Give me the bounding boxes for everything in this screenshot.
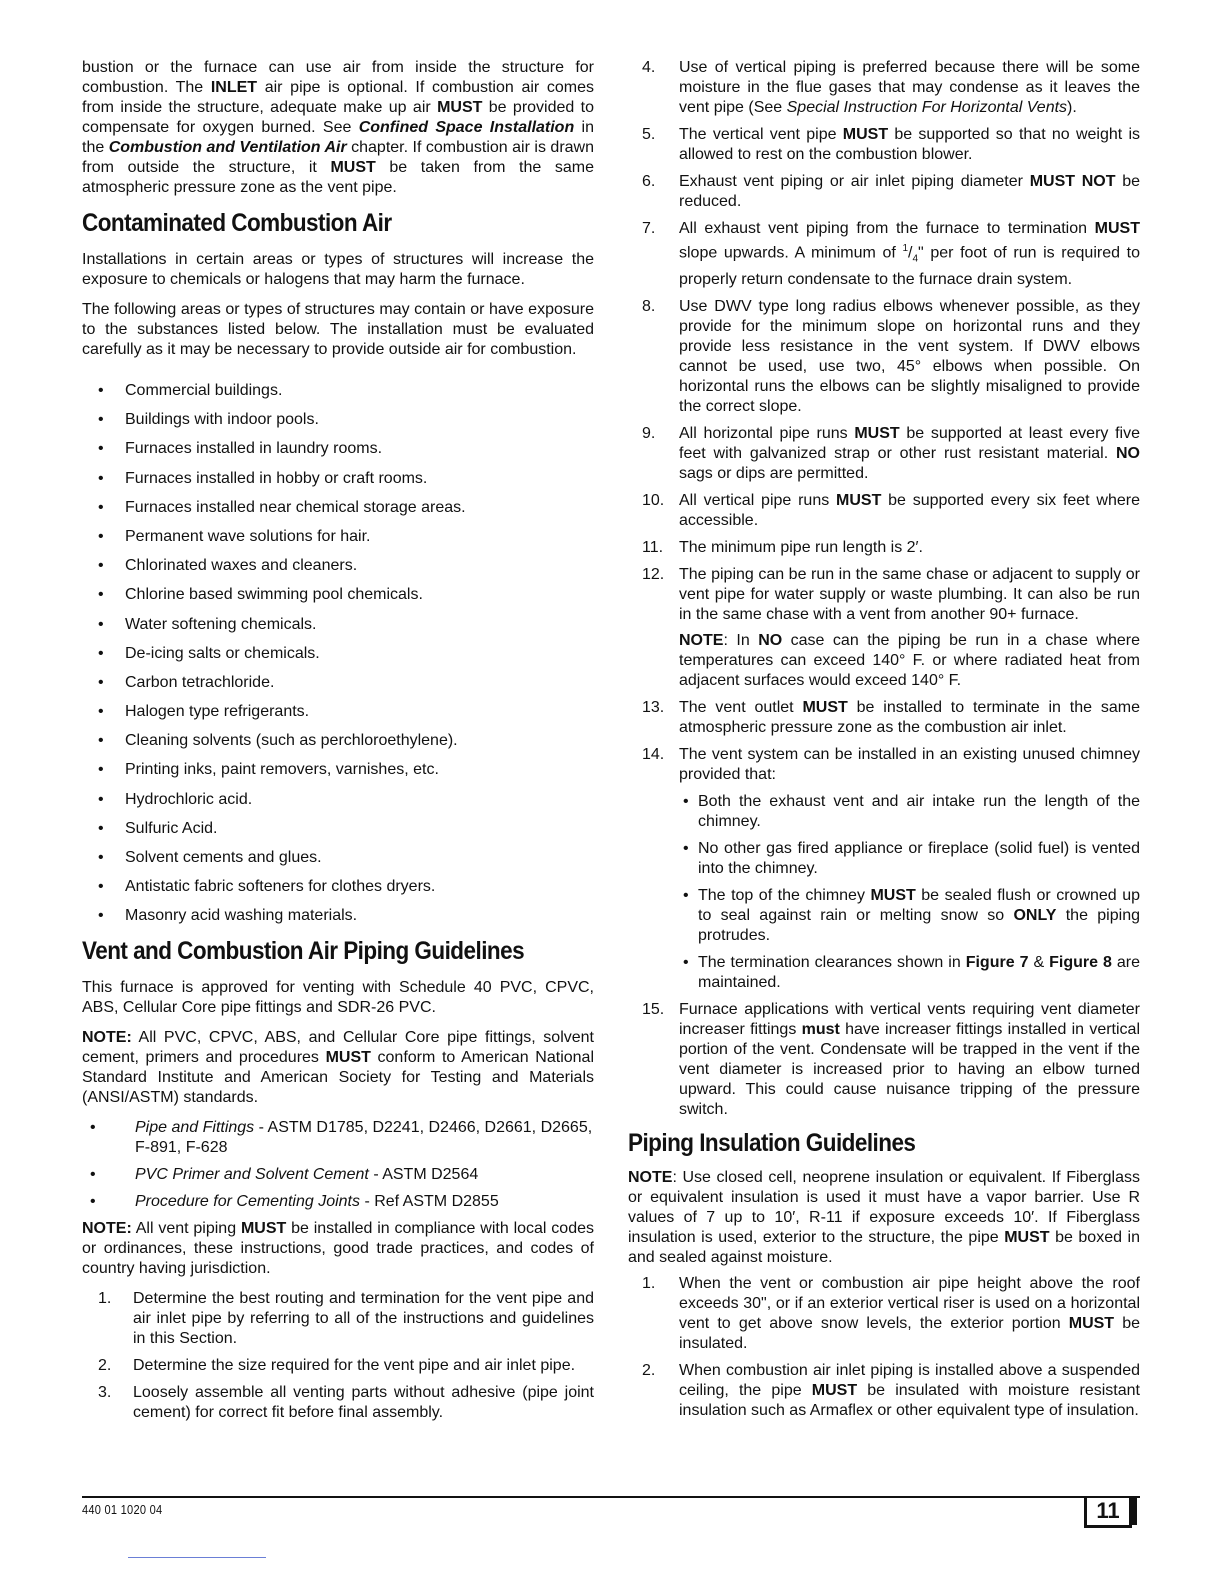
contaminant-item: • Halogen type refrigerants.	[82, 702, 594, 722]
step-number: 3.	[98, 1383, 112, 1401]
step-text: Determine the best routing and termination for the vent pipe and air inlet pipe by referring to all of the instructions and guidelines in this Section.	[133, 1289, 594, 1347]
step-5: 5. The vertical vent pipe MUST be supported so that no weight is allowed to rest on the combustion blower.	[642, 126, 1141, 163]
pipe-standard-ref: - ASTM D1785, D2241, D2466, D2661, D2665, F-891, F-628	[135, 1118, 593, 1156]
contaminant-item: • Hydrochloric acid.	[82, 790, 594, 810]
contaminant-item: • Masonry acid washing materials.	[82, 906, 594, 926]
contaminant-item: • Solvent cements and glues.	[82, 848, 594, 868]
contaminated-paragraph-2: The following areas or types of structures may contain or have exposure to the substances listed below. The installation must be evaluated carefully as it may be necessary to provide outside air for combustion.	[82, 301, 594, 358]
step-4: 4. Use of vertical piping is preferred because there will be some moisture in the flue gases that may condense as it leaves the vent pipe (See Special Instruction For Horizontal Vents).	[642, 59, 1140, 116]
step-10: 10. All vertical pipe runs MUST be supported every six feet where accessible.	[642, 491, 1141, 529]
chimney-condition: • Both the exhaust vent and air intake run the length of the chimney.	[679, 792, 1140, 832]
insulation-step-1: 1. When the vent or combustion air pipe height above the roof exceeds 30", or if an exterior vertical riser is used on a horizontal vent to get above snow levels, the exterior portion MUST be insulated.	[642, 1274, 1140, 1352]
vent-note-1: NOTE: All PVC, CPVC, ABS, and Cellular Core pipe fittings, solvent cement, primers and procedures MUST conform to American National Standard Institute and American Society for Testing and Materials (ANSI/ASTM) standards.	[82, 1028, 594, 1106]
figure-8-reference[interactable]: Figure 8	[1049, 953, 1112, 971]
horizontal-vents-reference[interactable]: Special Instruction For Horizontal Vents	[786, 99, 1068, 116]
left-column	[82, 58, 594, 1423]
chimney-condition: • No other gas fired appliance or fireplace (solid fuel) is vented into the chimney.	[679, 839, 1140, 879]
combustion-ventilation-reference[interactable]: Combustion and Ventilation Air	[108, 139, 347, 156]
contaminant-item: • Furnaces installed in hobby or craft rooms.	[82, 469, 594, 489]
vent-note-2: NOTE: All vent piping MUST be installed in compliance with local codes or ordinances, these instructions, good trade practices, and codes of country having jurisdiction.	[82, 1219, 594, 1277]
contaminant-item: • Buildings with indoor pools.	[82, 410, 594, 430]
right-column	[628, 58, 1140, 1421]
vent-step	[82, 1383, 594, 1423]
contaminant-item: • Antistatic fabric softeners for clothes dryers.	[82, 877, 594, 897]
pipe-standard-item	[82, 1192, 594, 1212]
contaminant-list	[82, 381, 594, 926]
insulation-note: NOTE: Use closed cell, neoprene insulation or equivalent. If Fiberglass or equivalent insulation is used it must have a vapor barrier. Use R values of 7 up to 10′, R-11 if exposure exceeds 10′. If Fiberglass insulation is used, exterior to the structure, the pipe MUST be boxed in and sealed against moisture.	[628, 1168, 1140, 1266]
contaminant-item: • Commercial buildings.	[82, 381, 594, 401]
contaminant-item: • Permanent wave solutions for hair.	[82, 527, 594, 547]
pipe-standards-list	[82, 1118, 594, 1212]
step-13: 13. The vent outlet MUST be installed to terminate in the same atmospheric pressure zone as the combustion air inlet.	[642, 698, 1140, 736]
step-text: Determine the size required for the vent pipe and air inlet pipe.	[133, 1356, 576, 1374]
contaminant-item: • Furnaces installed in laundry rooms.	[82, 439, 594, 459]
step-number: 2.	[98, 1356, 112, 1374]
step-6: 6. Exhaust vent piping or air inlet piping diameter MUST NOT be reduced.	[642, 173, 1140, 210]
vent-steps-continued	[628, 58, 1140, 1120]
contaminated-paragraph-1: Installations in certain areas or types of structures will increase the exposure to chemicals or halogens that may harm the furnace.	[82, 251, 594, 288]
step-7: 7. All exhaust vent piping from the furnace to termination MUST slope upwards. A minimum of $^1/_4$" per foot of run is required to properly return condensate to the furnace drain system.	[642, 220, 1140, 288]
pipe-standard-item	[82, 1165, 594, 1185]
chimney-condition: • The top of the chimney MUST be sealed flush or crowned up to seal against rain or melting snow so ONLY the piping protrudes.	[679, 886, 1140, 946]
vent-guidelines-heading: Vent and Combustion Air Piping Guidelines	[82, 936, 525, 965]
contaminant-item: • Water softening chemicals.	[82, 615, 594, 635]
step-8: 8. Use DWV type long radius elbows whenever possible, as they provide for the minimum slope on horizontal runs and they provide less resistance in the vent system. If DWV elbows cannot be used, use two, 45° elbows when possible. On horizontal runs the elbows can be slightly misaligned to provide the correct slope.	[642, 297, 1140, 415]
step-number: 1.	[98, 1289, 112, 1307]
pipe-standard-ref: - ASTM D2564	[368, 1165, 479, 1183]
step-15: 15. Furnace applications with vertical vents requiring vent diameter increaser fittings must have increaser fittings installed in vertical portion of the vent. Condensate will be trapped in the vent if the vent diameter is increased prior to having an elbow turned upward. This could cause nuisance tripping of the pressure switch.	[642, 1000, 1141, 1118]
contaminant-item: • Printing inks, paint removers, varnishes, etc.	[82, 760, 594, 780]
contaminant-item: • Carbon tetrachloride.	[82, 673, 594, 693]
insulation-step-2: 2. When combustion air inlet piping is installed above a suspended ceiling, the pipe MUST be insulated with moisture resistant insulation such as Armaflex or other equivalent type of insulation.	[642, 1361, 1140, 1419]
contaminant-item: • Chlorinated waxes and cleaners.	[82, 556, 594, 576]
chimney-condition: • The termination clearances shown in Figure 7 & Figure 8 are maintained.	[679, 953, 1140, 993]
pipe-standard-ref: - Ref ASTM D2855	[360, 1192, 499, 1210]
vent-step	[82, 1356, 594, 1376]
vent-step	[82, 1289, 594, 1349]
step-12: 12. The piping can be run in the same chase or adjacent to supply or vent pipe for water supply or waste plumbing. It can also be run in the same chase with a vent from another 90+ furnace. NOTE: In NO case can the piping be run in a chase where temperatures can exceed 140° F. or where radiated heat from adjacent surfaces would exceed 140° F.	[642, 565, 1140, 689]
document-id: 440 01 1020 04	[82, 1502, 163, 1517]
step-text: Loosely assemble all venting parts without adhesive (pipe joint cement) for correct fit before final assembly.	[133, 1383, 594, 1421]
contaminated-air-heading: Contaminated Combustion Air	[82, 209, 392, 237]
insulation-steps-list	[628, 1274, 1140, 1421]
contaminant-item: • Cleaning solvents (such as perchloroethylene).	[82, 731, 594, 751]
step-9: 9. All horizontal pipe runs MUST be supported at least every five feet with galvanized strap or other rust resistant material. NO sags or dips are permitted.	[642, 424, 1141, 482]
step-14: 14. The vent system can be installed in an existing unused chimney provided that: • Both the exhaust vent and air intake run the length of the chimney. • No other gas fired appliance or fireplace (solid fuel) is vented into the chimney. • The top of the chimney MUST be sealed flush or crowned up to seal against rain or melting snow so ONLY the piping protrudes. • The termination clearances shown in Figure 7 & Figure 8 are maintained.	[628, 745, 1140, 993]
insulation-heading: Piping Insulation Guidelines	[628, 1128, 916, 1157]
contaminant-item: • Furnaces installed near chemical storage areas.	[82, 498, 594, 518]
vent-steps-list	[82, 1289, 594, 1423]
contaminant-item: • Sulfuric Acid.	[82, 819, 594, 839]
contaminant-item: • Chlorine based swimming pool chemicals.	[82, 585, 594, 605]
page-number: 11	[1084, 1498, 1132, 1528]
pipe-standard-name: Pipe and Fittings	[135, 1118, 255, 1136]
intro-paragraph: bustion or the furnace can use air from inside the structure for combustion. The INLET air pipe is optional. If combustion air comes from inside the structure, adequate make up air MUST be provided to compensate for oxygen burned. See Confined Space Installation in the Combustion and Ventilation Air chapter. If combustion air is drawn from outside the structure, it MUST be taken from the same atmospheric pressure zone as the vent pipe.	[82, 59, 595, 196]
pipe-standard-item	[82, 1118, 594, 1158]
confined-space-reference[interactable]: Confined Space Installation	[358, 119, 575, 136]
step-12-note: NOTE: In NO case can the piping be run in a chase where temperatures can exceed 140° F. or where radiated heat from adjacent surfaces would exceed 140° F.	[679, 631, 1140, 689]
pipe-standard-name: PVC Primer and Solvent Cement	[135, 1165, 369, 1183]
footer-rule	[82, 1496, 1140, 1498]
vent-approval-paragraph: This furnace is approved for venting with Schedule 40 PVC, CPVC, ABS, Cellular Core pipe fittings and SDR-26 PVC.	[82, 978, 594, 1016]
contaminant-item: • De-icing salts or chemicals.	[82, 644, 594, 664]
chimney-conditions-list	[679, 792, 1140, 993]
pipe-standard-name: Procedure for Cementing Joints	[135, 1192, 360, 1210]
decorative-rule	[128, 1557, 266, 1558]
step-11: 11. The minimum pipe run length is 2′.	[642, 538, 923, 556]
figure-7-reference[interactable]: Figure 7	[965, 953, 1029, 971]
